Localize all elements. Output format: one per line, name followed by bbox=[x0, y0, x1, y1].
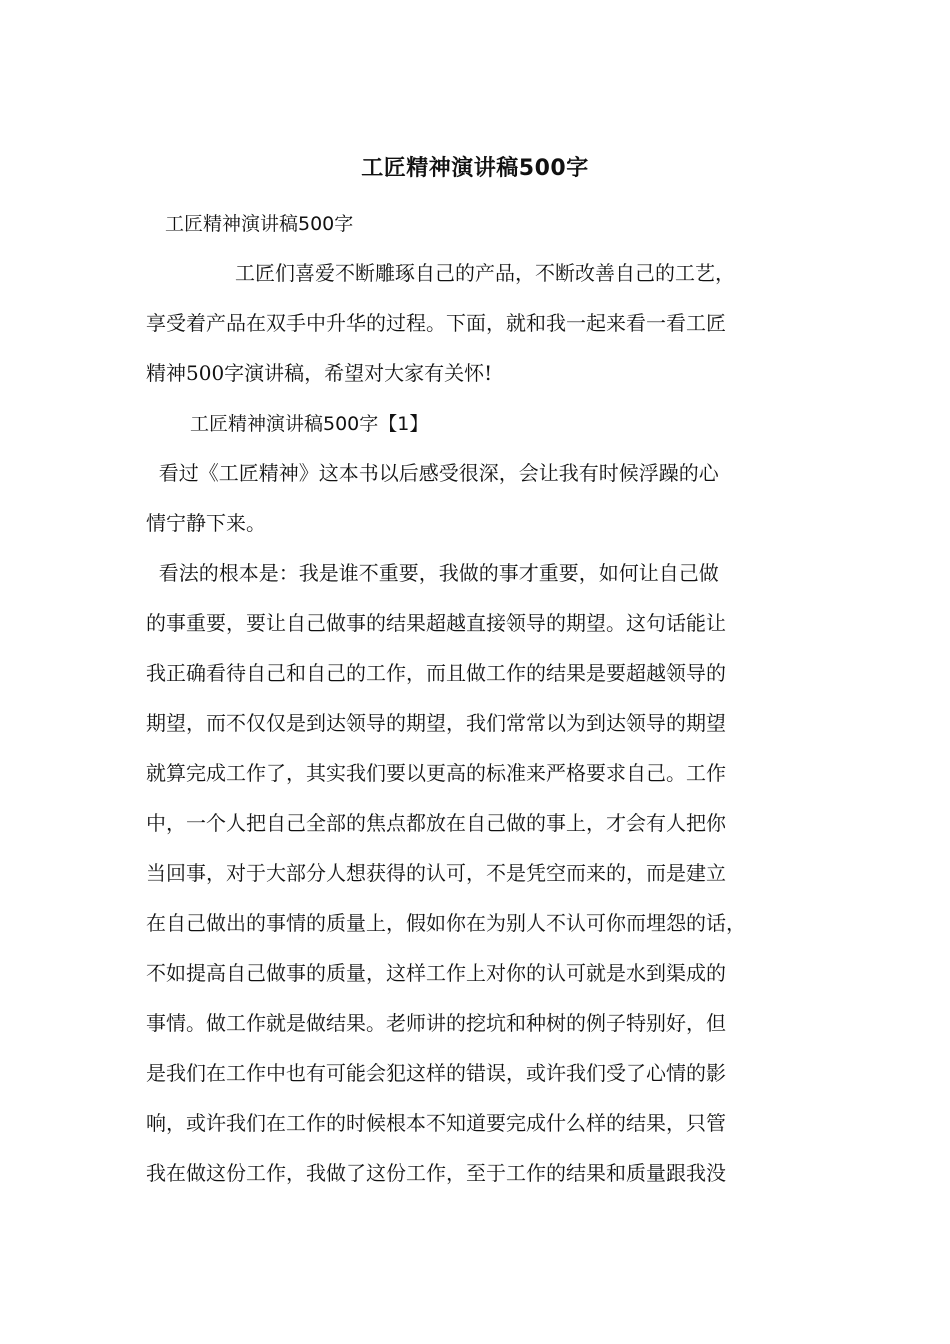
document-title: 工匠精神演讲稿500字 bbox=[361, 156, 589, 181]
body-line: 响，或许我们在工作的时候根本不知道要完成什么样的结果，只管 bbox=[146, 1111, 726, 1135]
intro-line: 工匠们喜爱不断雕琢自己的产品，不断改善自己的工艺， bbox=[146, 261, 736, 285]
section-heading: 工匠精神演讲稿500字【1】 bbox=[190, 413, 429, 435]
body-line: 我在做这份工作，我做了这份工作，至于工作的结果和质量跟我没 bbox=[146, 1161, 726, 1185]
body-line: 中，一个人把自己全部的焦点都放在自己做的事上，才会有人把你 bbox=[146, 811, 726, 835]
body-line: 的事重要，要让自己做事的结果超越直接领导的期望。这句话能让 bbox=[146, 611, 726, 635]
body-line: 我正确看待自己和自己的工作，而且做工作的结果是要超越领导的 bbox=[146, 661, 726, 685]
body-line: 就算完成工作了，其实我们要以更高的标准来严格要求自己。工作 bbox=[146, 761, 726, 785]
intro-line: 精神500字演讲稿，希望对大家有关怀! bbox=[146, 361, 493, 385]
body-line: 是我们在工作中也有可能会犯这样的错误，或许我们受了心情的影 bbox=[146, 1061, 726, 1085]
body-line: 看法的根本是：我是谁不重要，我做的事才重要，如何让自己做 bbox=[146, 561, 719, 585]
body-line: 不如提高自己做事的质量，这样工作上对你的认可就是水到渠成的 bbox=[146, 961, 726, 985]
body-line: 事情。做工作就是做结果。老师讲的挖坑和种树的例子特别好，但 bbox=[146, 1011, 726, 1035]
body-line: 在自己做出的事情的质量上，假如你在为别人不认可你而埋怨的话， bbox=[146, 911, 746, 935]
body-line: 期望，而不仅仅是到达领导的期望，我们常常以为到达领导的期望 bbox=[146, 711, 726, 735]
intro-paragraph bbox=[146, 248, 826, 398]
document-subtitle: 工匠精神演讲稿500字 bbox=[165, 213, 354, 235]
main-paragraphs bbox=[146, 448, 826, 1198]
body-line: 看过《工匠精神》这本书以后感受很深，会让我有时候浮躁的心 bbox=[146, 461, 719, 485]
intro-line: 享受着产品在双手中升华的过程。下面，就和我一起来看一看工匠 bbox=[146, 311, 726, 335]
body-line: 当回事，对于大部分人想获得的认可，不是凭空而来的，而是建立 bbox=[146, 861, 726, 885]
body-line: 情宁静下来。 bbox=[146, 511, 266, 535]
